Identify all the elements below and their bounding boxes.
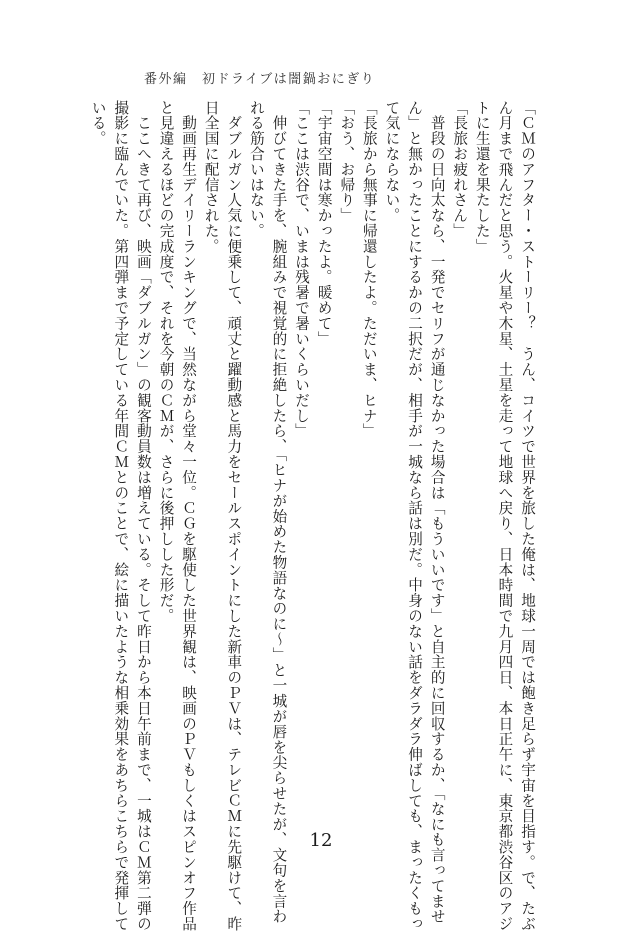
text-column: 「長旅から無事に帰還したよ。ただいま、ヒナ」 <box>360 100 378 439</box>
text-column: 「ここは渋谷で、いまは残暑で暑いくらいだし」 <box>293 100 311 439</box>
text-column: ん」と無かったことにするかの二択だが、相手が一城なら話は別だ。中身のない話をダラダラ伸ばしても、まったくもっ <box>406 100 424 932</box>
text-column: れる筋合いはない。 <box>247 100 265 239</box>
page-number: 12 <box>309 830 333 851</box>
text-column: ん月まで飛んだと思う。火星や木星、土星を走って地球へ戻り、日本時間で九月四日、本日正午に、東京都渋谷区のアジ <box>496 100 514 932</box>
running-header-title: 番外編 初ドライブは闇鍋おにぎり <box>144 72 376 87</box>
text-column: て気にならない。 <box>383 100 401 224</box>
text-column: 普段の日向太なら、一発でセリフが通じなかった場合は「もういいです」と自主的に回収するか、「なにも言ってませ <box>428 100 446 925</box>
text-column: ここへきて再び、映画「ダブルガン」の観客動員数は増えている。そして昨日から本日午前まで、一城はＣＭ第二弾の <box>134 100 152 932</box>
text-column: 「長旅お疲れさん」 <box>451 100 469 239</box>
text-column: 日全国に配信された。 <box>202 100 220 254</box>
text-column: 「宇宙空間は寒かったよ。暖めて」 <box>315 100 333 347</box>
text-column: 撮影に臨んでいた。第四弾まで予定している年間ＣＭとのことで、絵に描いたような相乗効果をあちらこちらで発揮して <box>112 100 130 932</box>
text-column: 伸びてきた手を、腕組みで視覚的に拒絶したら、「ヒナが始めた物語なのに〜」と一城が唇を尖らせたが、文句を言わ <box>270 100 288 925</box>
text-column: 「ＣＭのアフター・ストーリー？ うん、コイツで世界を旅した俺は、地球一周では飽き足らず宇宙を目指す。で、たぶ <box>519 100 536 932</box>
text-column: ダブルガン人気に便乗して、頑丈と躍動感と馬力をセールスポイントにした新車のＰＶは、テレビＣＭに先駆けて、昨 <box>225 100 243 932</box>
text-column: 動画再生デイリーランキングで、当然ながら堂々一位。ＣＧを駆使した世界観は、映画のＰＶもしくはスピンオフ作品 <box>180 100 198 932</box>
text-column: トに生還を果たした」 <box>473 100 491 254</box>
text-column: いる。 <box>89 100 107 147</box>
text-column: と見違えるほどの完成度で、それを今朝のＣＭが、さらに後押しした形だ。 <box>157 100 175 624</box>
text-column: 「おう、お帰り」 <box>338 100 356 224</box>
